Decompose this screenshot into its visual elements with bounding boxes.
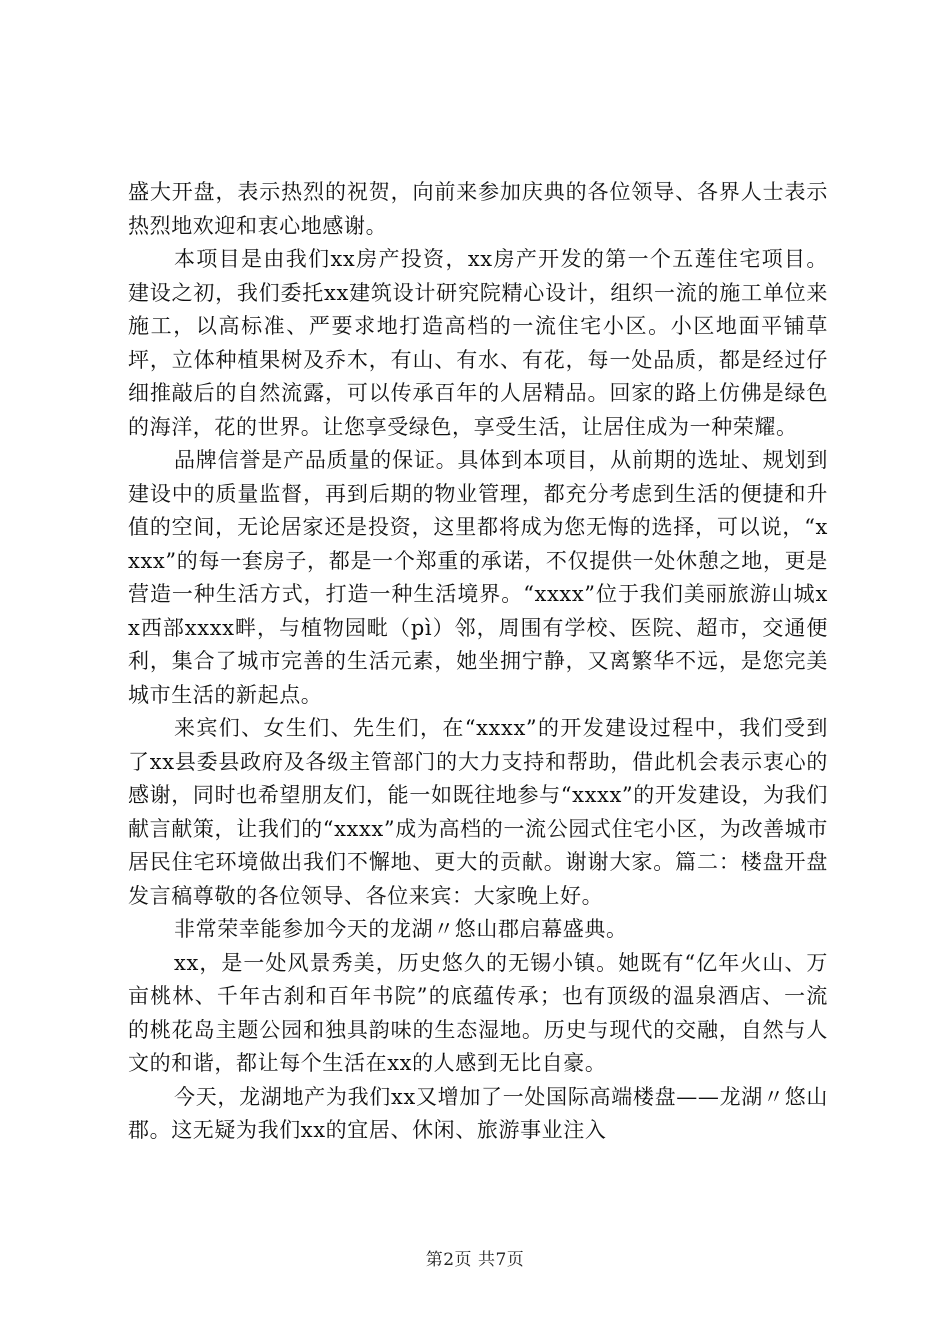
paragraph-3: 品牌信誉是产品质量的保证。具体到本项目，从前期的选址、规划到建设中的质量监督，再到后期的物业管理，都充分考虑到生活的便捷和升值的空间，无论居家还是投资，这里都将成为您无悔的选择，可以说，“xxxx”的每一套房子，都是一个郑重的承诺，不仅提供一处休憩之地，更是营造一种生活方式，打造一种生活境界。“xxxx”位于我们美丽旅游山城xx西部xxxx畔，与植物园毗（pì）邻，周围有学校、医院、超市，交通便利，集合了城市完善的生活元素，她坐拥宁静，又离繁华不远，是您完美城市生活的新起点。 [128, 448, 828, 707]
paragraph-5: 非常荣幸能参加今天的龙湖〃悠山郡启幕盛典。 [174, 917, 628, 941]
page-number-footer: 第2页 共7页 [425, 1250, 525, 1270]
paragraph-4: 来宾们、女生们、先生们，在“xxxx”的开发建设过程中，我们受到了xx县委县政府及各级主管部门的大力支持和帮助，借此机会表示衷心的感谢，同时也希望朋友们，能一如既往地参与“xxxx”的开发建设，为我们献言献策，让我们的“xxxx”成为高档的一流公园式住宅小区，为改善城市居民住宅环境做出我们不懈地、更大的贡献。谢谢大家。篇二：楼盘开盘发言稿尊敬的各位领导、各位来宾：大家晚上好。 [128, 716, 828, 908]
paragraph-6: xx，是一处风景秀美，历史悠久的无锡小镇。她既有“亿年火山、万亩桃林、千年古刹和百年书院”的底蕴传承；也有顶级的温泉酒店、一流的桃花岛主题公园和独具韵味的生态湿地。历史与现代的交融，自然与人文的和谐，都让每个生活在xx的人感到无比自豪。 [128, 950, 828, 1075]
paragraph-1: 盛大开盘，表示热烈的祝贺，向前来参加庆典的各位领导、各界人士表示热烈地欢迎和衷心地感谢。 [128, 180, 828, 238]
paragraph-7: 今天，龙湖地产为我们xx又增加了一处国际高端楼盘——龙湖〃悠山郡。这无疑为我们xx的宜居、休闲、旅游事业注入 [128, 1084, 828, 1142]
paragraph-2: 本项目是由我们xx房产投资，xx房产开发的第一个五莲住宅项目。建设之初，我们委托xx建筑设计研究院精心设计，组织一流的施工单位来施工，以高标准、严要求地打造高档的一流住宅小区。小区地面平铺草坪，立体种植果树及乔木，有山、有水、有花，每一处品质，都是经过仔细推敲后的自然流露，可以传承百年的人居精品。回家的路上仿佛是绿色的海洋，花的世界。让您享受绿色，享受生活，让居住成为一种荣耀。 [128, 247, 828, 439]
document-body [128, 176, 828, 1148]
